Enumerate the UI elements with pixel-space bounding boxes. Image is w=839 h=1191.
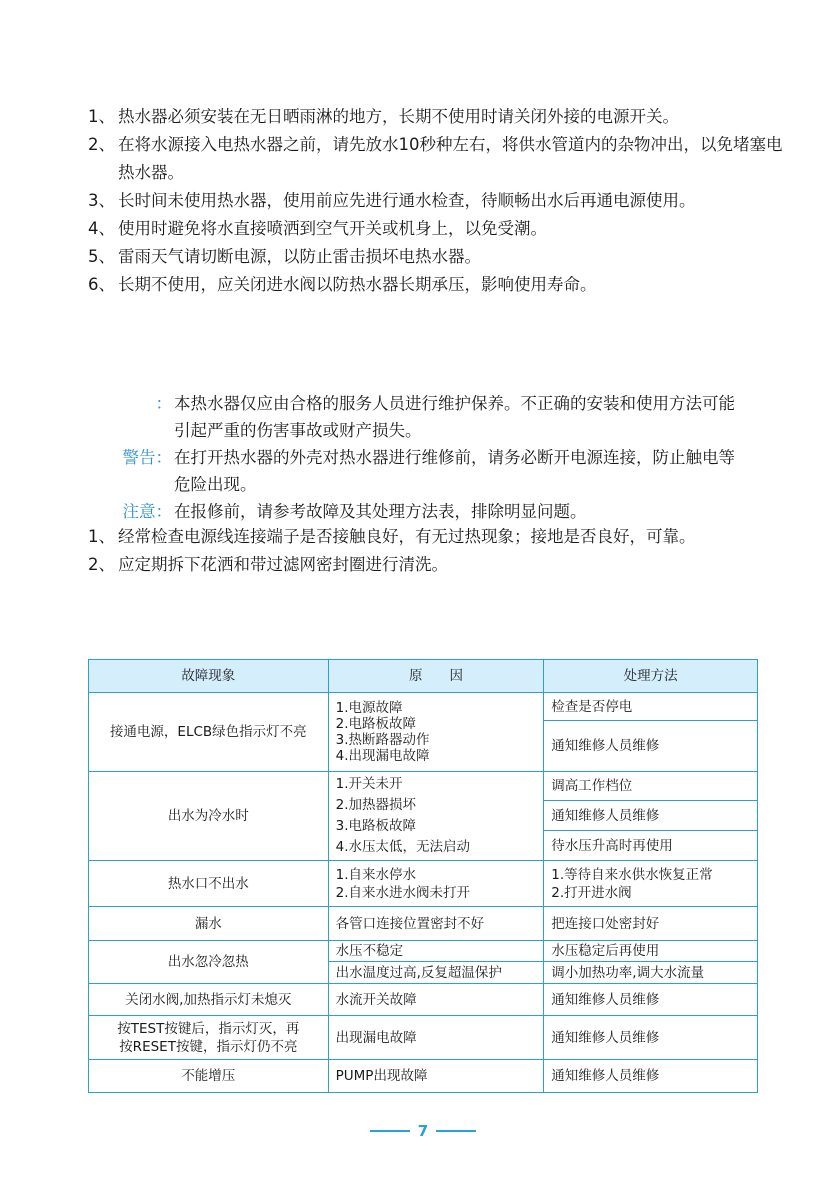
fault-cause: PUMP出现故障 — [328, 1060, 544, 1093]
install-note: 1、 热水器必须安装在无日晒雨淋的地方，长期不使用时请关闭外接的电源开关。 — [88, 107, 679, 126]
fault-symptom: 接通电源，ELCB绿色指示灯不亮 — [89, 693, 329, 772]
fault-symptom: 出水忽冷忽热 — [89, 941, 329, 984]
fault-solution: 通知维修人员维修 — [544, 984, 758, 1016]
maintenance-note: 1、 经常检查电源线连接端子是否接触良好，有无过热现象；接地是否良好，可靠。 — [88, 527, 696, 546]
fault-solution: 检查是否停电 — [544, 693, 758, 721]
fault-solution: 调小加热功率,调大水流量 — [544, 962, 758, 984]
table-row — [89, 1060, 758, 1093]
fault-solution: 通知维修人员维修 — [544, 801, 758, 831]
warning-item: 警告： 在打开热水器的外壳对热水器进行维修前，请务必断开电源连接，防止触电等危险出现。 — [110, 444, 750, 498]
table-row — [89, 941, 758, 962]
install-notes — [88, 103, 788, 299]
table-row — [89, 1016, 758, 1060]
table-row — [89, 907, 758, 941]
fault-cause: 1.开关未开 2.加热器损坏 3.电路板故障 4.水压太低，无法启动 — [328, 772, 544, 861]
caution-label: 注意： — [122, 502, 172, 521]
warning-item: ： 本热水器仅应由合格的服务人员进行维护保养。不正确的安装和使用方法可能引起严重的伤害事故或财产损失。 — [110, 390, 750, 444]
fault-solution: 待水压升高时再使用 — [544, 831, 758, 861]
fault-cause: 出水温度过高,反复超温保护 — [328, 962, 544, 984]
fault-symptom: 出水为冷水时 — [89, 772, 329, 861]
fault-cause: 出现漏电故障 — [328, 1016, 544, 1060]
fault-cause: 水流开关故障 — [328, 984, 544, 1016]
page-number-rule-left — [370, 1130, 410, 1132]
fault-symptom: 关闭水阀,加热指示灯未熄灭 — [89, 984, 329, 1016]
header-solution: 处理方法 — [544, 660, 758, 693]
table-header-row — [89, 660, 758, 693]
install-note: 2、 在将水源接入电热水器之前，请先放水10秒种左右，将供水管道内的杂物冲出，以免堵塞电热水器。 — [88, 135, 783, 182]
maintenance-notes — [88, 523, 788, 579]
fault-symptom: 不能增压 — [89, 1060, 329, 1093]
install-note: 6、 长期不使用，应关闭进水阀以防热水器长期承压，影响使用寿命。 — [88, 275, 597, 294]
fault-cause: 1.电源故障 2.电路板故障 3.热断路器动作 4.出现漏电故障 — [328, 693, 544, 772]
table-row — [89, 861, 758, 907]
fault-solution: 水压稳定后再使用 — [544, 941, 758, 962]
fault-symptom: 漏水 — [89, 907, 329, 941]
table-row — [89, 984, 758, 1016]
install-note: 5、 雷雨天气请切断电源，以防止雷击损坏电热水器。 — [88, 247, 481, 266]
header-symptom: 故障现象 — [89, 660, 329, 693]
fault-solution: 1.等待自来水供水恢复正常 2.打开进水阀 — [544, 861, 758, 907]
fault-cause: 水压不稳定 — [328, 941, 544, 962]
fault-symptom: 按TEST按键后，指示灯灭，再 按RESET按键，指示灯仍不亮 — [89, 1016, 329, 1060]
fault-cause: 1.自来水停水 2.自来水进水阀未打开 — [328, 861, 544, 907]
fault-table — [88, 659, 758, 1093]
warning-section — [110, 390, 750, 525]
fault-solution: 调高工作档位 — [544, 772, 758, 801]
fault-solution: 通知维修人员维修 — [544, 1060, 758, 1093]
warning-label: 警告： — [122, 448, 172, 467]
page-number-rule-right — [436, 1130, 476, 1132]
table-row — [89, 693, 758, 721]
page-number-text: 7 — [417, 1122, 429, 1140]
install-note: 4、 使用时避免将水直接喷洒到空气开关或机身上，以免受潮。 — [88, 219, 547, 238]
fault-solution: 通知维修人员维修 — [544, 721, 758, 772]
maintenance-note: 2、 应定期拆下花洒和带过滤网密封圈进行清洗。 — [88, 555, 448, 574]
fault-cause: 各管口连接位置密封不好 — [328, 907, 544, 941]
warning-label: ： — [155, 394, 172, 413]
header-cause: 原 因 — [328, 660, 544, 693]
fault-solution: 通知维修人员维修 — [544, 1016, 758, 1060]
warning-item: 注意： 在报修前，请参考故障及其处理方法表，排除明显问题。 — [110, 498, 750, 525]
fault-symptom: 热水口不出水 — [89, 861, 329, 907]
install-note: 3、 长时间未使用热水器，使用前应先进行通水检查，待顺畅出水后再通电源使用。 — [88, 191, 696, 210]
table-row — [89, 772, 758, 801]
page-number — [370, 1121, 476, 1141]
fault-solution: 把连接口处密封好 — [544, 907, 758, 941]
